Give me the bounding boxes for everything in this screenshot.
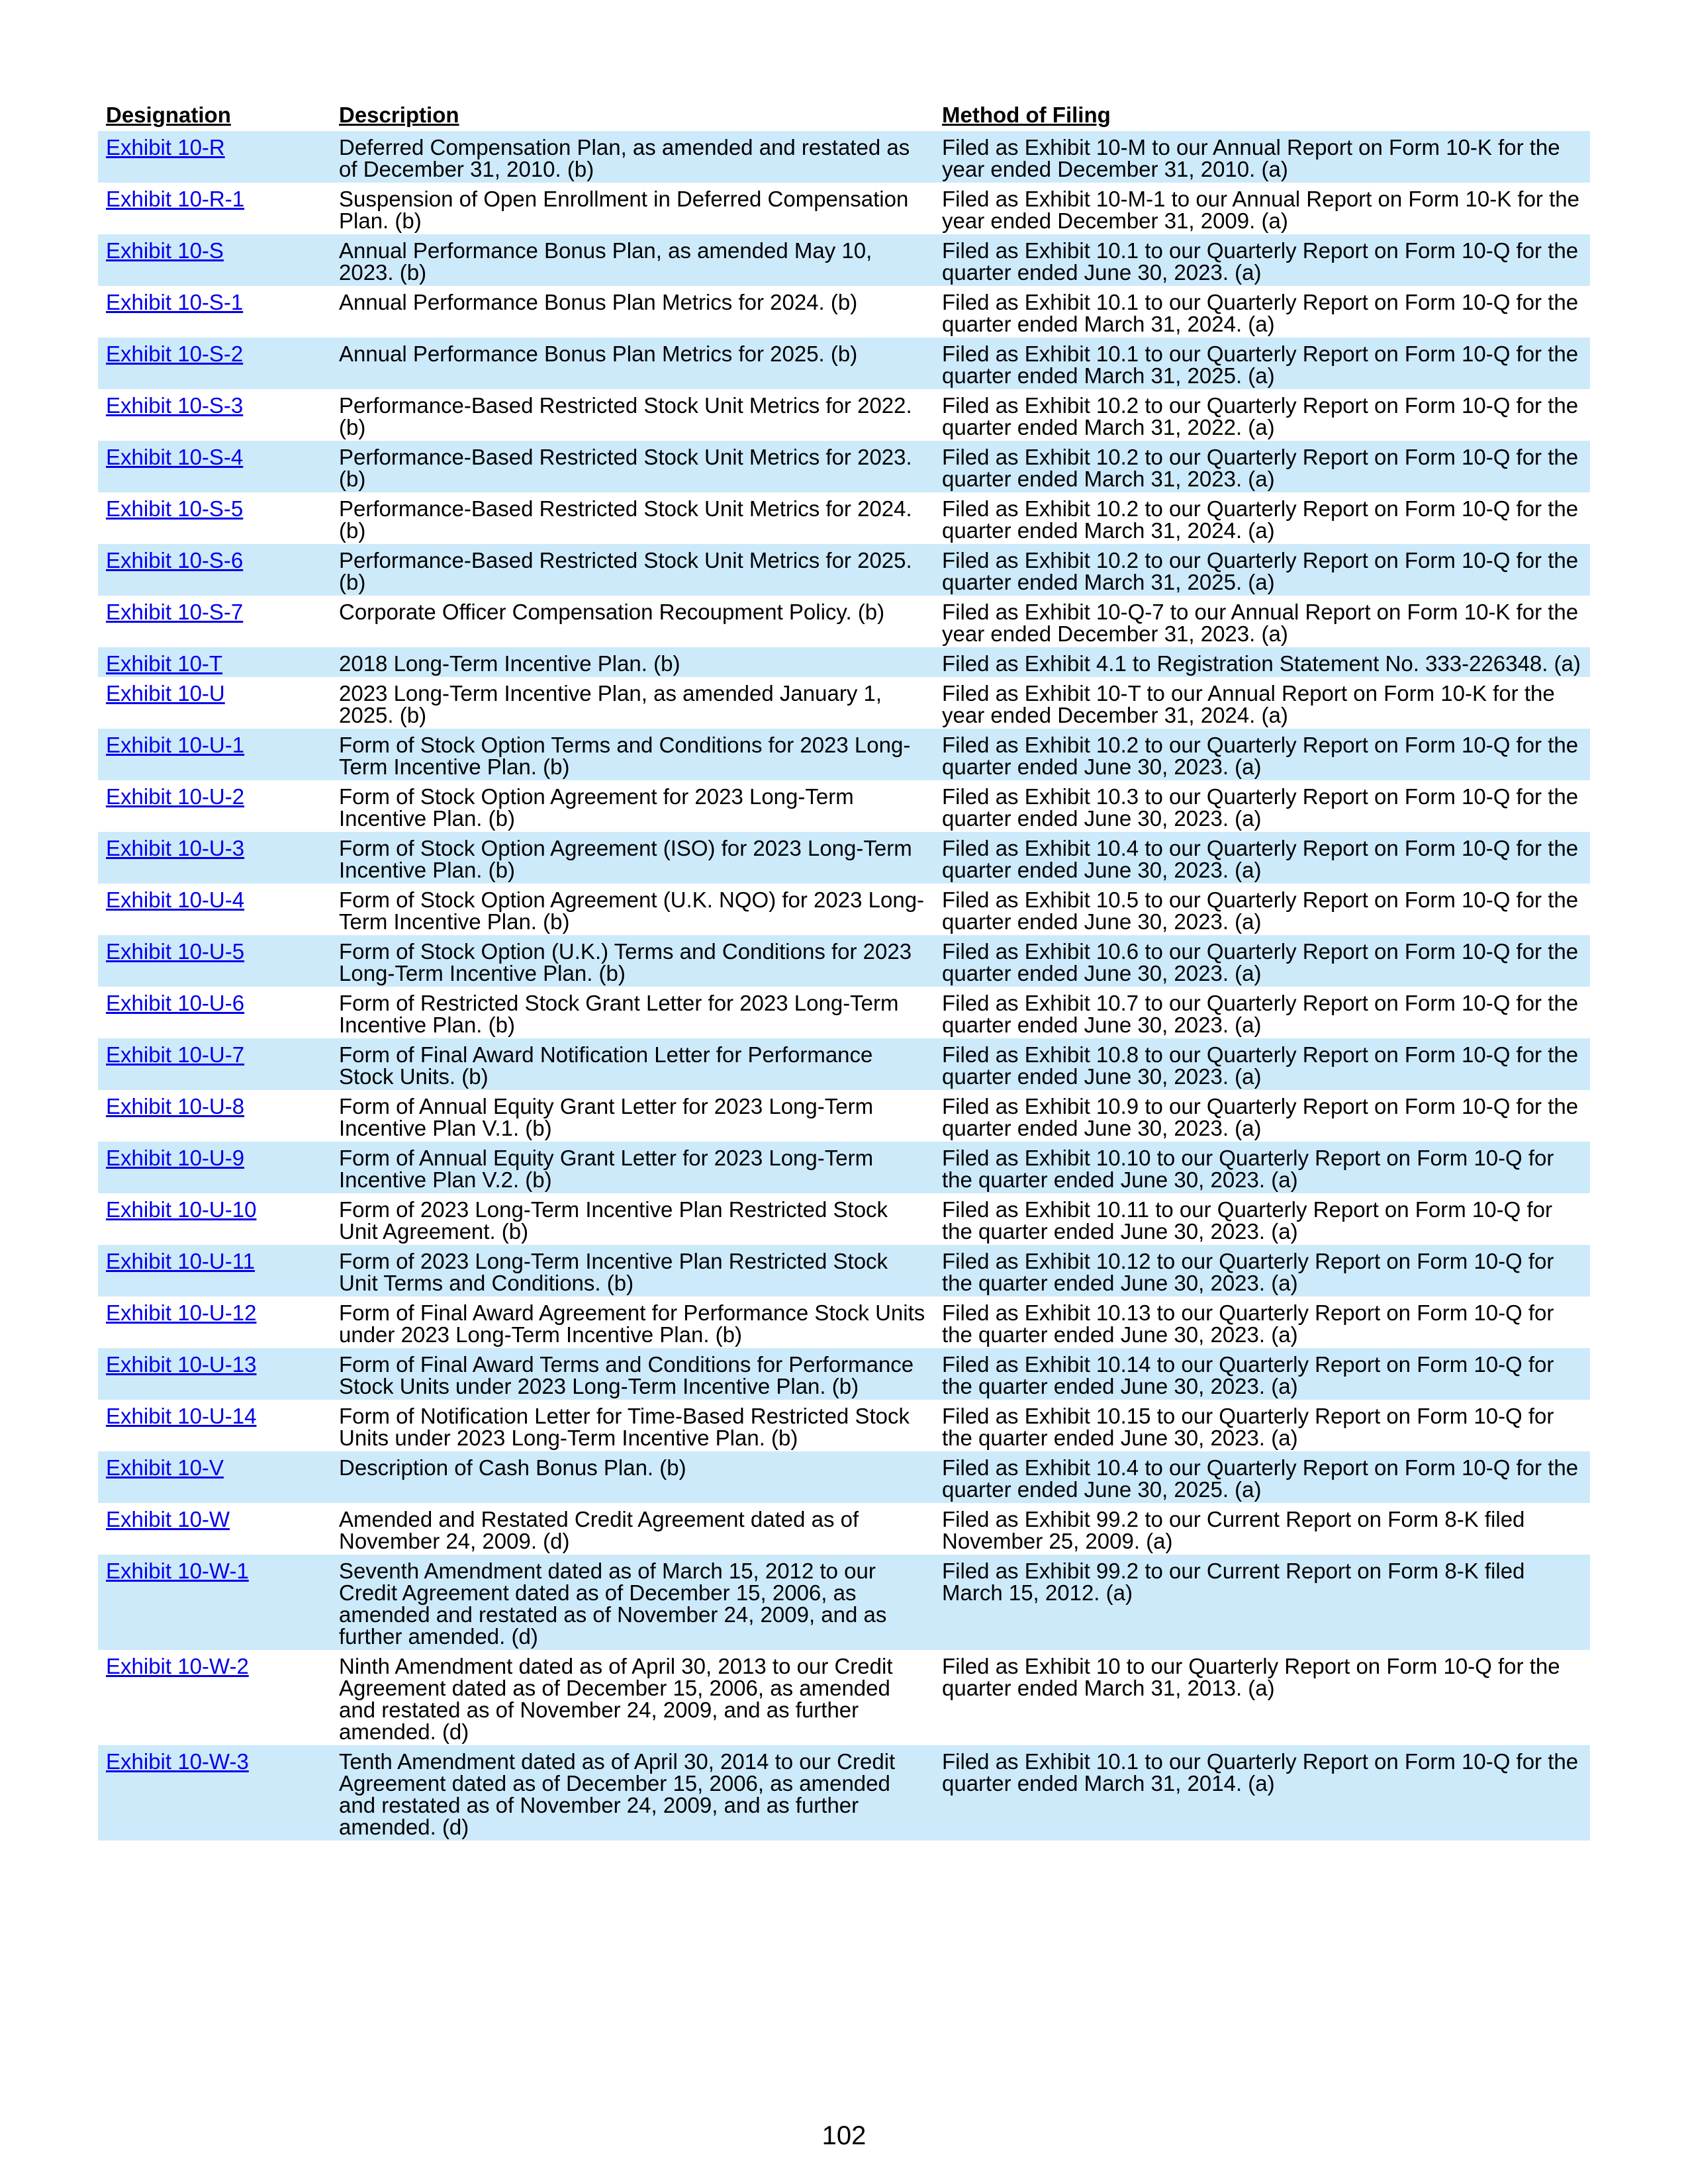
designation-cell bbox=[98, 544, 331, 596]
method-of-filing-cell: Filed as Exhibit 10.2 to our Quarterly Report on Form 10-Q for the quarter ended March 31, 2022. (a) bbox=[942, 393, 1579, 439]
exhibit-link[interactable]: Exhibit 10-R-1 bbox=[106, 187, 245, 211]
description-cell: 2018 Long-Term Incentive Plan. (b) bbox=[331, 647, 934, 677]
method-of-filing-cell: Filed as Exhibit 10.1 to our Quarterly Report on Form 10-Q for the quarter ended March 31, 2014. (a) bbox=[934, 1745, 1590, 1841]
exhibit-link[interactable]: Exhibit 10-S-7 bbox=[106, 600, 244, 624]
exhibit-link[interactable]: Exhibit 10-T bbox=[106, 651, 223, 676]
description-cell: Performance-Based Restricted Stock Unit Metrics for 2023. (b) bbox=[331, 441, 934, 492]
designation-cell bbox=[98, 234, 331, 286]
exhibit-link[interactable]: Exhibit 10-W bbox=[106, 1507, 230, 1531]
description-cell: Performance-Based Restricted Stock Unit Metrics for 2025. (b) bbox=[331, 544, 934, 596]
method-of-filing-cell: Filed as Exhibit 10.12 to our Quarterly Report on Form 10-Q for the quarter ended June 30, 2023. (a) bbox=[934, 1245, 1590, 1297]
exhibit-link[interactable]: Exhibit 10-U-5 bbox=[106, 939, 245, 964]
exhibit-link[interactable]: Exhibit 10-U-4 bbox=[106, 887, 245, 912]
designation-cell bbox=[98, 987, 331, 1038]
description-cell: Seventh Amendment dated as of March 15, 2012 to our Credit Agreement dated as of December 15, 2006, as amended and restated as of November 24, 2009, and as further amended. (d) bbox=[331, 1555, 934, 1650]
designation-header: Designation bbox=[106, 103, 231, 127]
table-row bbox=[98, 1555, 1590, 1650]
table-row bbox=[98, 832, 1590, 884]
description-cell: Performance-Based Restricted Stock Unit Metrics for 2022. (b) bbox=[339, 393, 912, 439]
designation-cell bbox=[98, 131, 331, 183]
page-number: 102 bbox=[821, 2121, 867, 2150]
method-of-filing-cell: Filed as Exhibit 10.2 to our Quarterly Report on Form 10-Q for the quarter ended March 31, 2023. (a) bbox=[934, 441, 1590, 492]
exhibit-link[interactable]: Exhibit 10-U-7 bbox=[106, 1042, 245, 1067]
designation-cell bbox=[98, 492, 331, 544]
designation-cell bbox=[98, 1245, 331, 1297]
method-of-filing-cell: Filed as Exhibit 10-Q-7 to our Annual Report on Form 10-K for the year ended December 31, 2023. (a) bbox=[942, 600, 1579, 646]
designation-cell bbox=[98, 338, 331, 389]
exhibit-link[interactable]: Exhibit 10-U-14 bbox=[106, 1404, 257, 1428]
table-row bbox=[98, 286, 1590, 338]
table-row bbox=[98, 183, 1590, 234]
table-row bbox=[98, 441, 1590, 492]
designation-cell bbox=[98, 647, 331, 677]
exhibit-link[interactable]: Exhibit 10-S-1 bbox=[106, 290, 244, 314]
description-header: Description bbox=[339, 103, 459, 127]
exhibit-link[interactable]: Exhibit 10-V bbox=[106, 1455, 224, 1480]
method-of-filing-cell: Filed as Exhibit 10.2 to our Quarterly Report on Form 10-Q for the quarter ended March 31, 2024. (a) bbox=[942, 496, 1579, 543]
designation-cell bbox=[98, 596, 331, 647]
description-cell: Form of 2023 Long-Term Incentive Plan Restricted Stock Unit Agreement. (b) bbox=[339, 1197, 888, 1244]
table-row bbox=[98, 338, 1590, 389]
designation-cell bbox=[98, 183, 331, 234]
exhibit-link[interactable]: Exhibit 10-U-9 bbox=[106, 1146, 245, 1170]
exhibit-link[interactable]: Exhibit 10-U-6 bbox=[106, 991, 245, 1015]
description-cell: Annual Performance Bonus Plan Metrics for 2025. (b) bbox=[331, 338, 934, 389]
method-of-filing-cell: Filed as Exhibit 10.1 to our Quarterly Report on Form 10-Q for the quarter ended March 31, 2025. (a) bbox=[934, 338, 1590, 389]
table-row bbox=[98, 935, 1590, 987]
method-of-filing-cell: Filed as Exhibit 10-T to our Annual Report on Form 10-K for the year ended December 31, 2024. (a) bbox=[942, 681, 1555, 727]
method-of-filing-cell: Filed as Exhibit 10 to our Quarterly Report on Form 10-Q for the quarter ended March 31, 2013. (a) bbox=[942, 1654, 1560, 1700]
designation-cell bbox=[98, 1503, 331, 1555]
table-row bbox=[98, 1348, 1590, 1400]
description-cell: Form of Final Award Notification Letter for Performance Stock Units. (b) bbox=[331, 1038, 934, 1090]
method-of-filing-cell: Filed as Exhibit 10.2 to our Quarterly Report on Form 10-Q for the quarter ended March 31, 2025. (a) bbox=[934, 544, 1590, 596]
table-row bbox=[98, 1142, 1590, 1193]
exhibit-link[interactable]: Exhibit 10-S-2 bbox=[106, 341, 244, 366]
designation-cell bbox=[98, 677, 331, 729]
table-row bbox=[98, 1650, 1590, 1745]
table-row bbox=[98, 729, 1590, 780]
method-of-filing-cell: Filed as Exhibit 10.9 to our Quarterly Report on Form 10-Q for the quarter ended June 30, 2023. (a) bbox=[942, 1094, 1579, 1140]
exhibit-link[interactable]: Exhibit 10-U-1 bbox=[106, 733, 245, 757]
description-cell: Form of Stock Option (U.K.) Terms and Conditions for 2023 Long-Term Incentive Plan. (b) bbox=[331, 935, 934, 987]
table-body bbox=[98, 131, 1590, 1841]
exhibit-link[interactable]: Exhibit 10-W-1 bbox=[106, 1559, 249, 1583]
designation-cell bbox=[98, 1193, 331, 1245]
designation-cell bbox=[98, 935, 331, 987]
exhibit-link[interactable]: Exhibit 10-W-2 bbox=[106, 1654, 249, 1678]
method-of-filing-cell: Filed as Exhibit 10.2 to our Quarterly Report on Form 10-Q for the quarter ended June 30, 2023. (a) bbox=[934, 729, 1590, 780]
exhibits-table bbox=[98, 101, 1590, 1841]
exhibit-link[interactable]: Exhibit 10-S bbox=[106, 238, 224, 263]
description-cell: Form of Stock Option Agreement (U.K. NQO) for 2023 Long-Term Incentive Plan. (b) bbox=[339, 887, 925, 934]
designation-cell bbox=[98, 1400, 331, 1451]
table-row bbox=[98, 544, 1590, 596]
designation-cell bbox=[98, 1555, 331, 1650]
description-cell: Deferred Compensation Plan, as amended and restated as of December 31, 2010. (b) bbox=[331, 131, 934, 183]
description-cell: Annual Performance Bonus Plan, as amended May 10, 2023. (b) bbox=[331, 234, 934, 286]
description-cell: Corporate Officer Compensation Recoupment Policy. (b) bbox=[339, 600, 885, 624]
description-cell: Form of Final Award Terms and Conditions for Performance Stock Units under 2023 Long-Term Incentive Plan. (b) bbox=[331, 1348, 934, 1400]
table-row bbox=[98, 677, 1590, 729]
method-of-filing-cell: Filed as Exhibit 10-M-1 to our Annual Report on Form 10-K for the year ended December 31, 2009. (a) bbox=[942, 187, 1579, 233]
table-row bbox=[98, 1297, 1590, 1348]
method-of-filing-cell: Filed as Exhibit 10.1 to our Quarterly Report on Form 10-Q for the quarter ended March 31, 2024. (a) bbox=[942, 290, 1579, 336]
method-of-filing-cell: Filed as Exhibit 10.1 to our Quarterly Report on Form 10-Q for the quarter ended June 30, 2023. (a) bbox=[934, 234, 1590, 286]
table-row bbox=[98, 1038, 1590, 1090]
exhibit-link[interactable]: Exhibit 10-S-5 bbox=[106, 496, 244, 521]
designation-cell bbox=[98, 441, 331, 492]
table-row bbox=[98, 780, 1590, 832]
description-cell: Ninth Amendment dated as of April 30, 2013 to our Credit Agreement dated as of December 15, 2006, as amended and restated as of November 24, 2009, and as further amended. (d) bbox=[339, 1654, 893, 1744]
method-of-filing-cell: Filed as Exhibit 10.4 to our Quarterly Report on Form 10-Q for the quarter ended June 30, 2023. (a) bbox=[934, 832, 1590, 884]
exhibit-link[interactable]: Exhibit 10-U bbox=[106, 681, 225, 705]
table-row bbox=[98, 884, 1590, 935]
description-cell: Form of Annual Equity Grant Letter for 2023 Long-Term Incentive Plan V.2. (b) bbox=[331, 1142, 934, 1193]
designation-cell bbox=[98, 1297, 331, 1348]
method-of-filing-cell: Filed as Exhibit 10.5 to our Quarterly Report on Form 10-Q for the quarter ended June 30, 2023. (a) bbox=[942, 887, 1579, 934]
designation-cell bbox=[98, 1348, 331, 1400]
table-row bbox=[98, 1400, 1590, 1451]
exhibit-link[interactable]: Exhibit 10-U-13 bbox=[106, 1352, 257, 1377]
table-row bbox=[98, 131, 1590, 183]
method-of-filing-cell: Filed as Exhibit 10.4 to our Quarterly Report on Form 10-Q for the quarter ended June 30, 2025. (a) bbox=[934, 1451, 1590, 1503]
method-of-filing-header: Method of Filing bbox=[942, 103, 1111, 127]
exhibit-link[interactable]: Exhibit 10-S-3 bbox=[106, 393, 244, 418]
method-of-filing-cell: Filed as Exhibit 99.2 to our Current Report on Form 8-K filed November 25, 2009. (a) bbox=[942, 1507, 1525, 1553]
description-cell: Description of Cash Bonus Plan. (b) bbox=[331, 1451, 934, 1503]
description-cell: Form of Restricted Stock Grant Letter for 2023 Long-Term Incentive Plan. (b) bbox=[339, 991, 899, 1037]
exhibit-link[interactable]: Exhibit 10-U-2 bbox=[106, 784, 245, 809]
designation-cell bbox=[98, 1090, 331, 1142]
method-of-filing-cell: Filed as Exhibit 10.14 to our Quarterly Report on Form 10-Q for the quarter ended June 30, 2023. (a) bbox=[934, 1348, 1590, 1400]
designation-cell bbox=[98, 1038, 331, 1090]
method-of-filing-cell: Filed as Exhibit 10.11 to our Quarterly Report on Form 10-Q for the quarter ended June 30, 2023. (a) bbox=[942, 1197, 1552, 1244]
designation-cell bbox=[98, 1745, 331, 1841]
table-row bbox=[98, 1245, 1590, 1297]
description-cell: Form of Stock Option Agreement for 2023 Long-Term Incentive Plan. (b) bbox=[339, 784, 854, 831]
method-of-filing-cell: Filed as Exhibit 4.1 to Registration Statement No. 333-226348. (a) bbox=[934, 647, 1590, 677]
description-cell: Form of Notification Letter for Time-Based Restricted Stock Units under 2023 Long-Term Incentive Plan. (b) bbox=[339, 1404, 910, 1450]
table-row bbox=[98, 1745, 1590, 1841]
designation-cell bbox=[98, 729, 331, 780]
exhibit-link[interactable]: Exhibit 10-U-3 bbox=[106, 836, 245, 860]
description-cell: Annual Performance Bonus Plan Metrics for 2024. (b) bbox=[339, 290, 858, 314]
method-of-filing-cell: Filed as Exhibit 99.2 to our Current Report on Form 8-K filed March 15, 2012. (a) bbox=[934, 1555, 1590, 1650]
description-cell: Performance-Based Restricted Stock Unit Metrics for 2024. (b) bbox=[339, 496, 912, 543]
table-row bbox=[98, 647, 1590, 677]
exhibit-link[interactable]: Exhibit 10-S-4 bbox=[106, 445, 244, 469]
method-of-filing-cell: Filed as Exhibit 10.10 to our Quarterly Report on Form 10-Q for the quarter ended June 30, 2023. (a) bbox=[934, 1142, 1590, 1193]
exhibit-link[interactable]: Exhibit 10-S-6 bbox=[106, 548, 244, 572]
designation-cell bbox=[98, 286, 331, 338]
designation-cell bbox=[98, 832, 331, 884]
description-cell: 2023 Long-Term Incentive Plan, as amended January 1, 2025. (b) bbox=[339, 681, 882, 727]
table-row bbox=[98, 987, 1590, 1038]
table-row bbox=[98, 1503, 1590, 1555]
method-of-filing-cell: Filed as Exhibit 10-M to our Annual Report on Form 10-K for the year ended December 31, 2010. (a) bbox=[934, 131, 1590, 183]
exhibit-link[interactable]: Exhibit 10-U-10 bbox=[106, 1197, 257, 1222]
method-of-filing-cell: Filed as Exhibit 10.13 to our Quarterly Report on Form 10-Q for the quarter ended June 30, 2023. (a) bbox=[942, 1300, 1554, 1347]
method-of-filing-cell: Filed as Exhibit 10.7 to our Quarterly Report on Form 10-Q for the quarter ended June 30, 2023. (a) bbox=[942, 991, 1579, 1037]
exhibit-link[interactable]: Exhibit 10-W-3 bbox=[106, 1749, 249, 1774]
description-cell: Tenth Amendment dated as of April 30, 2014 to our Credit Agreement dated as of December 15, 2006, as amended and restated as of November 24, 2009, and as further amended. (d) bbox=[331, 1745, 934, 1841]
description-cell: Form of Stock Option Terms and Conditions for 2023 Long-Term Incentive Plan. (b) bbox=[331, 729, 934, 780]
header-row bbox=[98, 101, 1590, 131]
description-cell: Suspension of Open Enrollment in Deferred Compensation Plan. (b) bbox=[339, 187, 909, 233]
designation-cell bbox=[98, 1650, 331, 1745]
table-row bbox=[98, 596, 1590, 647]
designation-cell bbox=[98, 1451, 331, 1503]
table-row bbox=[98, 492, 1590, 544]
designation-cell bbox=[98, 1142, 331, 1193]
method-of-filing-cell: Filed as Exhibit 10.15 to our Quarterly Report on Form 10-Q for the quarter ended June 30, 2023. (a) bbox=[942, 1404, 1554, 1450]
method-of-filing-cell: Filed as Exhibit 10.6 to our Quarterly Report on Form 10-Q for the quarter ended June 30, 2023. (a) bbox=[934, 935, 1590, 987]
exhibit-link[interactable]: Exhibit 10-U-8 bbox=[106, 1094, 245, 1118]
description-cell: Form of Annual Equity Grant Letter for 2023 Long-Term Incentive Plan V.1. (b) bbox=[339, 1094, 874, 1140]
method-of-filing-cell: Filed as Exhibit 10.3 to our Quarterly Report on Form 10-Q for the quarter ended June 30, 2023. (a) bbox=[942, 784, 1579, 831]
description-cell: Form of Stock Option Agreement (ISO) for 2023 Long-Term Incentive Plan. (b) bbox=[331, 832, 934, 884]
table-row bbox=[98, 1090, 1590, 1142]
exhibit-link[interactable]: Exhibit 10-U-11 bbox=[106, 1249, 255, 1273]
designation-cell bbox=[98, 389, 331, 441]
table-row bbox=[98, 389, 1590, 441]
description-cell: Amended and Restated Credit Agreement dated as of November 24, 2009. (d) bbox=[339, 1507, 859, 1553]
description-cell: Form of 2023 Long-Term Incentive Plan Restricted Stock Unit Terms and Conditions. (b) bbox=[331, 1245, 934, 1297]
table-row bbox=[98, 234, 1590, 286]
designation-cell bbox=[98, 780, 331, 832]
description-cell: Form of Final Award Agreement for Performance Stock Units under 2023 Long-Term Incentive Plan. (b) bbox=[339, 1300, 925, 1347]
designation-cell bbox=[98, 884, 331, 935]
exhibit-link[interactable]: Exhibit 10-U-12 bbox=[106, 1300, 257, 1325]
method-of-filing-cell: Filed as Exhibit 10.8 to our Quarterly Report on Form 10-Q for the quarter ended June 30, 2023. (a) bbox=[934, 1038, 1590, 1090]
table-row bbox=[98, 1193, 1590, 1245]
exhibit-link[interactable]: Exhibit 10-R bbox=[106, 135, 225, 159]
table-row bbox=[98, 1451, 1590, 1503]
